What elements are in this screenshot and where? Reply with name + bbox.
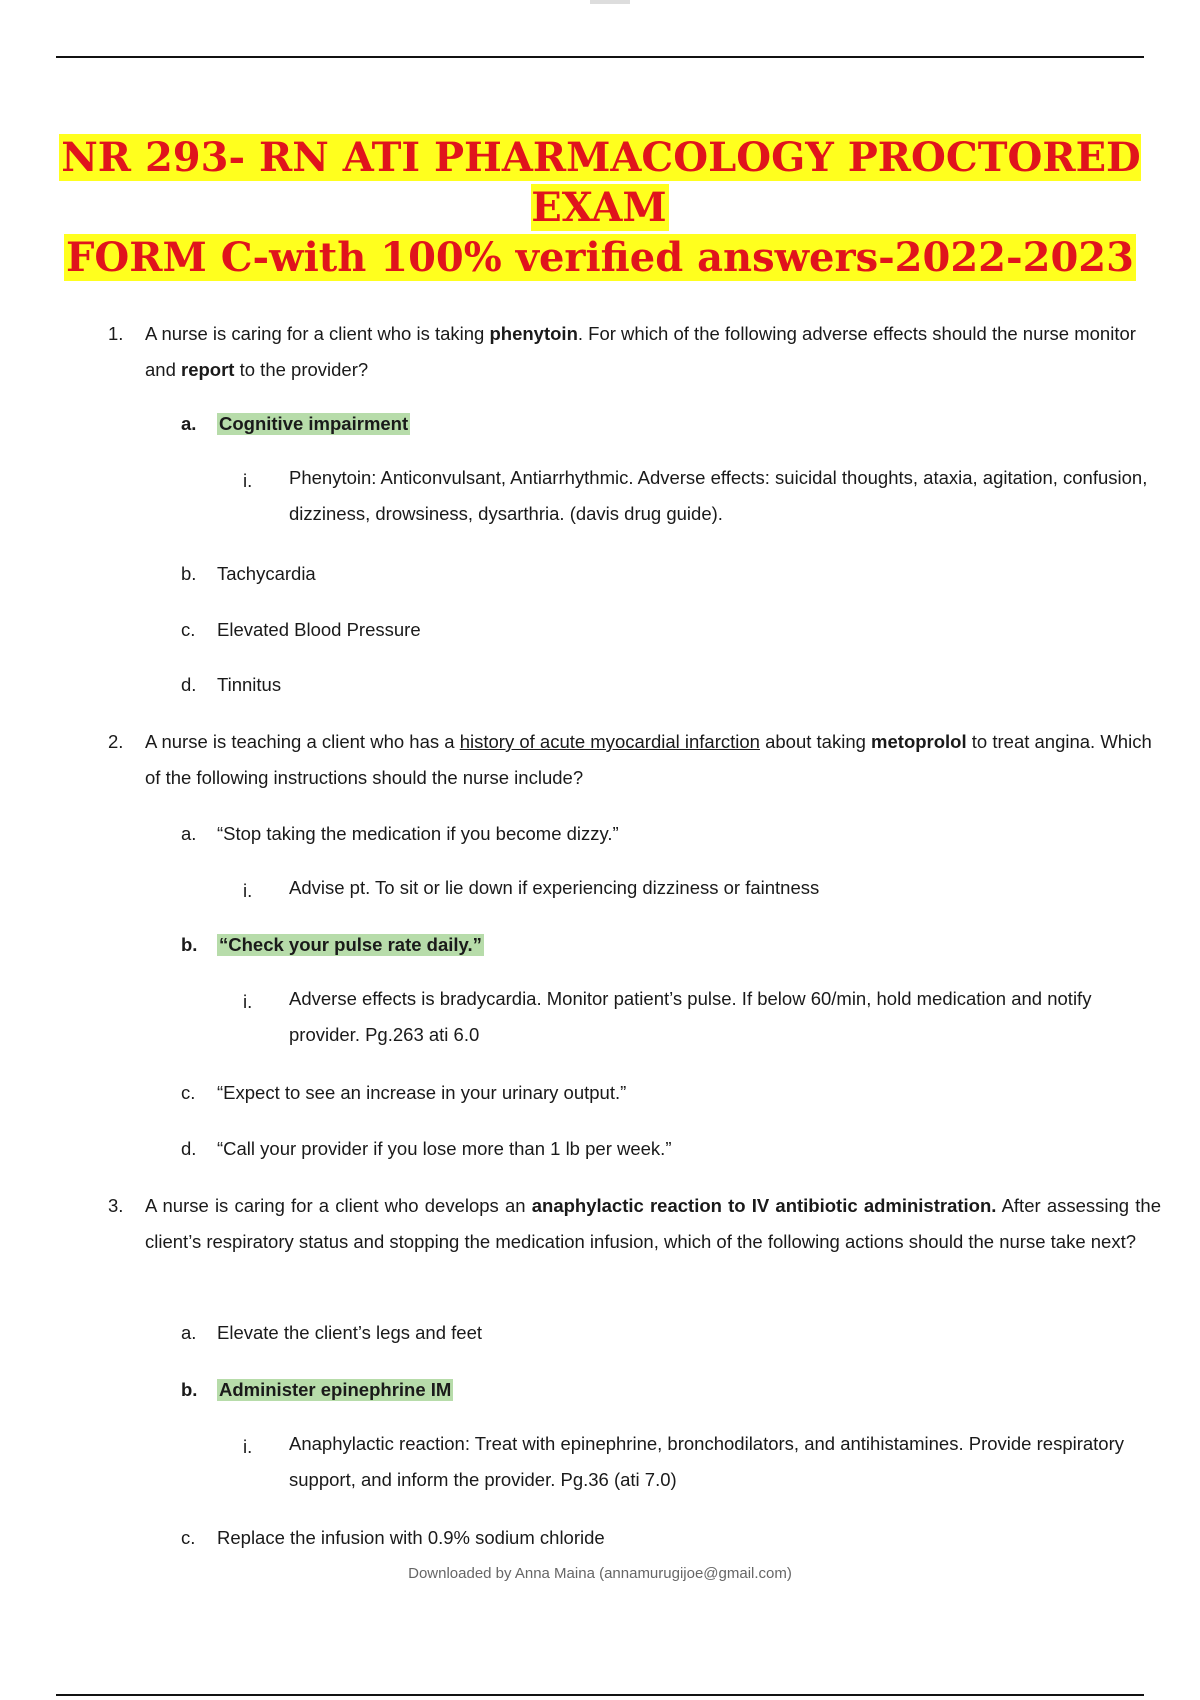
stem-text: A nurse is caring for a client who is taking	[145, 323, 490, 344]
stem-drug-name: phenytoin	[489, 323, 578, 344]
answer-option: “Stop taking the medication if you become dizzy.”	[217, 823, 619, 844]
option-letter: a.	[181, 823, 197, 844]
stem-text: about taking	[759, 731, 872, 752]
stem-text: A nurse is teaching a client who has a	[145, 731, 460, 752]
stem-drug-name: metoprolol	[871, 731, 967, 752]
rationale-text: Anaphylactic reaction: Treat with epinephrine, bronchodilators, and antihistamines. Provide respiratory support, and inform the provider. Pg.36 (ati 7.0)	[289, 1433, 1125, 1490]
title-line-1: NR 293- RN ATI PHARMACOLOGY PROCTORED EXAM	[61, 134, 1141, 231]
rationale-number: i.	[243, 991, 253, 1012]
rationale-text: Advise pt. To sit or lie down if experiencing dizziness or faintness	[289, 877, 820, 898]
stem-text: . For which of the following adverse effects should the nurse monitor and	[145, 323, 1136, 380]
page-top-mark	[590, 0, 630, 4]
stem-underlined: history of acute myocardial infarction	[459, 731, 760, 752]
option-letter: b.	[181, 563, 197, 584]
question-stem	[145, 1188, 1161, 1260]
rationale-text: Adverse effects is bradycardia. Monitor patient’s pulse. If below 60/min, hold medication and notify provider. Pg.263 ati 6.0	[289, 988, 1092, 1045]
question-stem	[145, 724, 1161, 796]
question-number: 1.	[108, 323, 124, 344]
download-footer: Downloaded by Anna Maina (annamurugijoe@gmail.com)	[408, 1565, 792, 1582]
question-stem	[145, 316, 1161, 388]
option-letter: a.	[181, 413, 197, 434]
answer-option: Elevated Blood Pressure	[217, 619, 421, 640]
option-letter: b.	[181, 1379, 198, 1400]
answer-option: Replace the infusion with 0.9% sodium chloride	[217, 1527, 605, 1548]
option-letter: c.	[181, 1527, 196, 1548]
stem-text: A nurse is caring for a client who develops an	[145, 1195, 532, 1216]
header-rule	[56, 56, 1144, 58]
correct-answer-option: “Check your pulse rate daily.”	[219, 934, 482, 955]
correct-answer-option: Administer epinephrine IM	[219, 1379, 452, 1400]
option-letter: c.	[181, 619, 196, 640]
answer-option: Tinnitus	[217, 674, 282, 695]
rationale-text: Phenytoin: Anticonvulsant, Antiarrhythmic. Adverse effects: suicidal thoughts, ataxia, agitation, confusion, dizziness, drowsiness, dysarthria. (davis drug guide).	[289, 467, 1148, 524]
answer-option: Elevate the client’s legs and feet	[217, 1322, 482, 1343]
answer-option: Tachycardia	[217, 563, 316, 584]
stem-text: After assessing the client’s respiratory status and stopping the medication infusion, which of the following actions should the nurse take next?	[145, 1195, 1161, 1252]
rationale-number: i.	[243, 880, 253, 901]
option-letter: c.	[181, 1082, 196, 1103]
stem-text: to the provider?	[234, 359, 369, 380]
question-number: 3.	[108, 1195, 124, 1216]
answer-option: “Expect to see an increase in your urinary output.”	[217, 1082, 627, 1103]
stem-text: to treat angina. Which of the following instructions should the nurse include?	[145, 731, 1152, 788]
rationale-number: i.	[243, 1436, 253, 1457]
correct-answer-option: Cognitive impairment	[219, 413, 409, 434]
option-letter: b.	[181, 934, 198, 955]
title-line-2: FORM C-with 100% verified answers-2022-2023	[66, 234, 1134, 281]
footer-rule	[56, 1694, 1144, 1696]
stem-emphasis: anaphylactic reaction to IV antibiotic administration.	[531, 1195, 997, 1216]
option-letter: a.	[181, 1322, 197, 1343]
option-letter: d.	[181, 1138, 197, 1159]
option-letter: d.	[181, 674, 197, 695]
answer-option: “Call your provider if you lose more than 1 lb per week.”	[217, 1138, 672, 1159]
question-number: 2.	[108, 731, 124, 752]
stem-emphasis: report	[181, 359, 235, 380]
rationale-number: i.	[243, 470, 253, 491]
document-title	[0, 133, 1200, 283]
